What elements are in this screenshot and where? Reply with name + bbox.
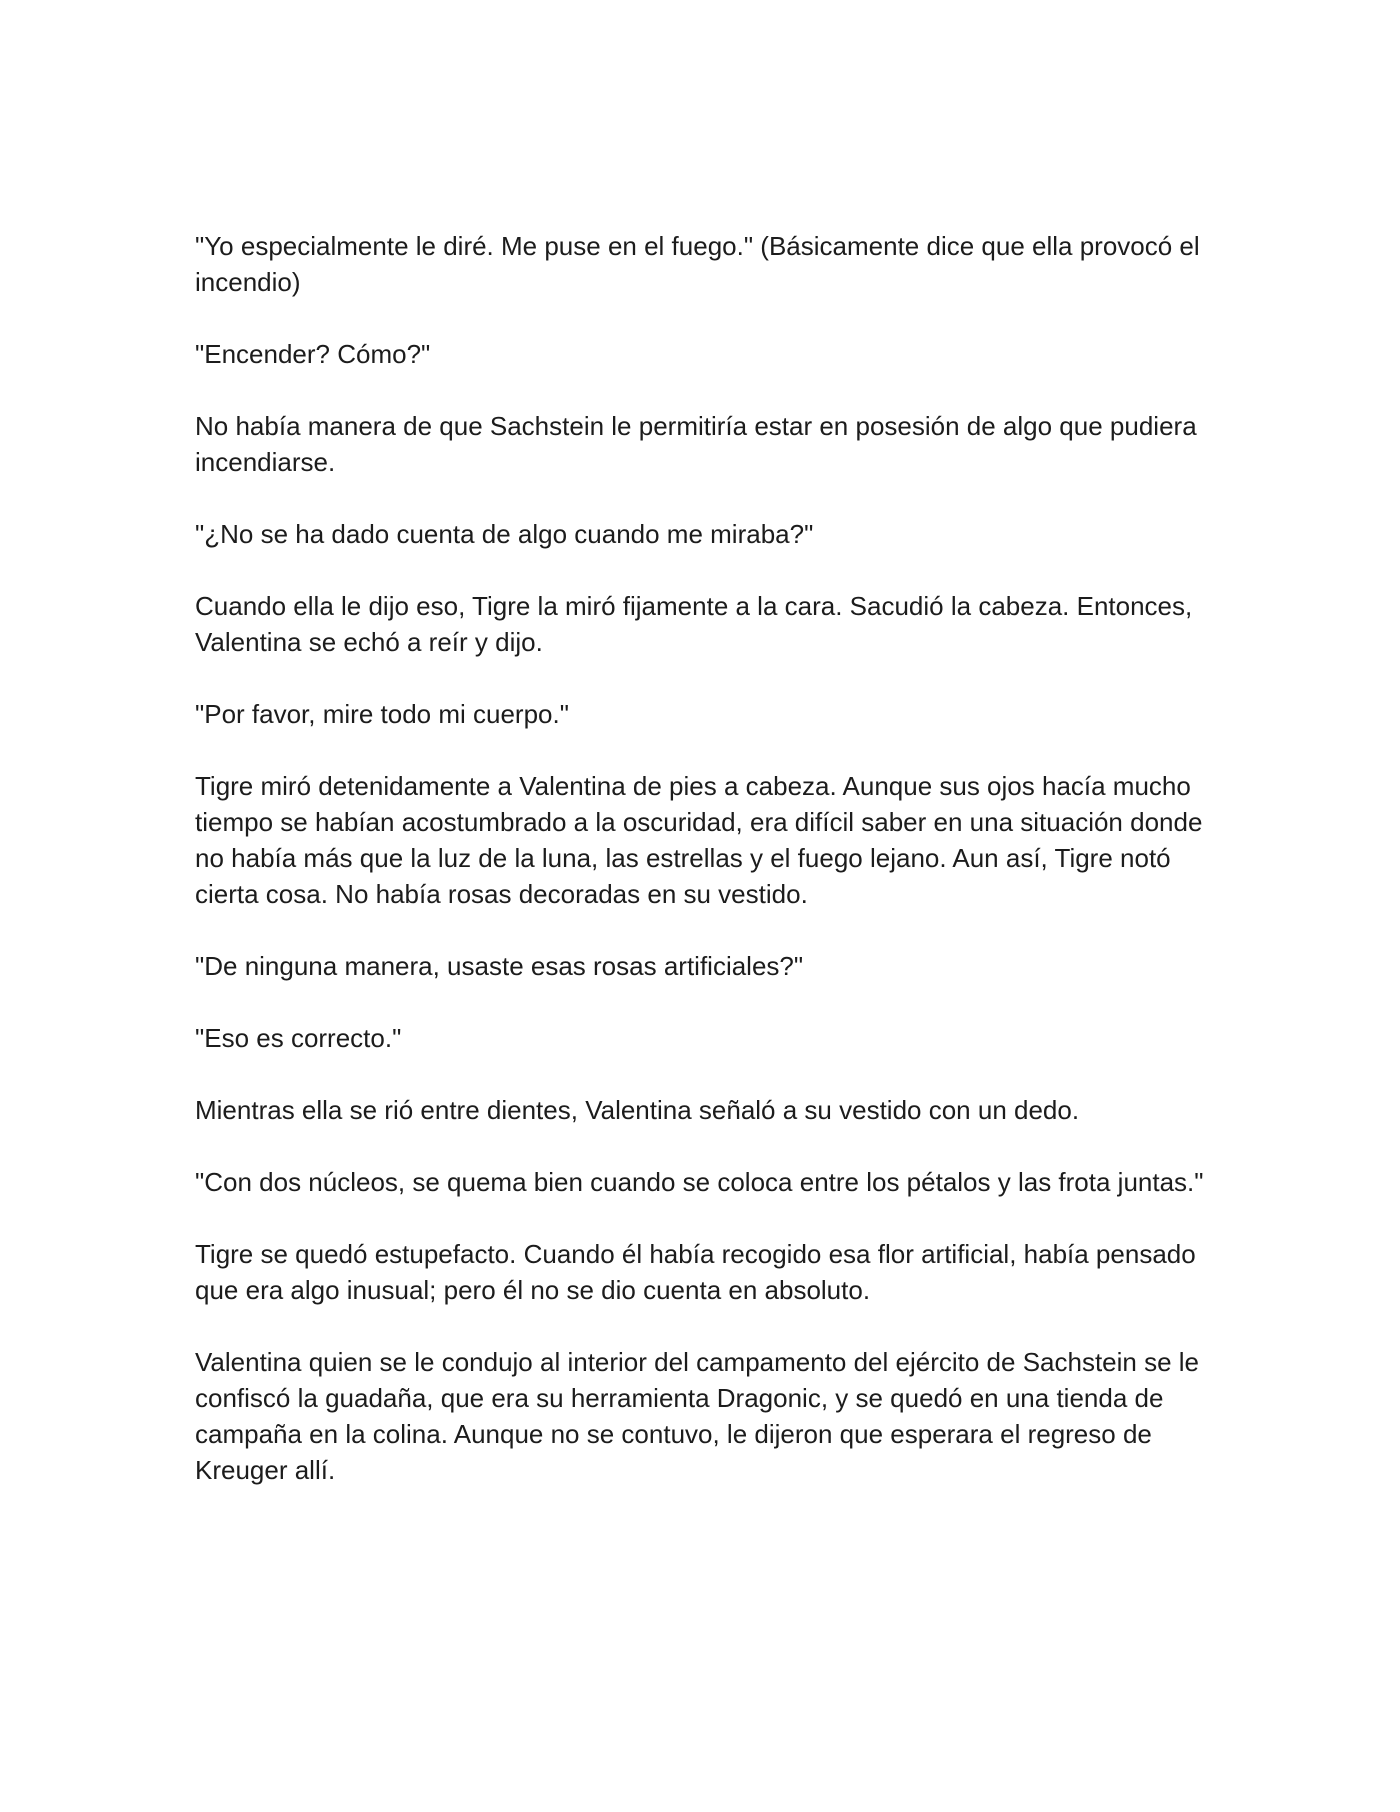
- paragraph: "Por favor, mire todo mi cuerpo.": [195, 699, 569, 729]
- paragraph: No había manera de que Sachstein le permitiría estar en posesión de algo que pudiera incendiarse.: [195, 411, 1197, 477]
- paragraph: Valentina quien se le condujo al interior del campamento del ejército de Sachstein se le confiscó la guadaña, que era su herramienta Dragonic, y se quedó en una tienda de campaña en la colina. Aunque no se contuvo, le dijeron que esperara el regreso de Kreuger allí.: [195, 1347, 1200, 1485]
- paragraph: "¿No se ha dado cuenta de algo cuando me miraba?": [195, 519, 814, 549]
- paragraph: Tigre se quedó estupefacto. Cuando él había recogido esa flor artificial, había pensado que era algo inusual; pero él no se dio cuenta en absoluto.: [195, 1239, 1196, 1305]
- paragraph: Mientras ella se rió entre dientes, Valentina señaló a su vestido con un dedo.: [195, 1095, 1080, 1125]
- paragraph: "Encender? Cómo?": [195, 339, 431, 369]
- paragraph: "De ninguna manera, usaste esas rosas artificiales?": [195, 951, 804, 981]
- document-body: [195, 228, 1205, 1488]
- paragraph: "Eso es correcto.": [195, 1023, 402, 1053]
- paragraph: Cuando ella le dijo eso, Tigre la miró fijamente a la cara. Sacudió la cabeza. Entonces, Valentina se echó a reír y dijo.: [195, 591, 1193, 657]
- paragraph: "Con dos núcleos, se quema bien cuando se coloca entre los pétalos y las frota juntas.": [195, 1167, 1204, 1197]
- paragraph: "Yo especialmente le diré. Me puse en el fuego." (Básicamente dice que ella provocó el incendio): [195, 231, 1200, 297]
- paragraph: Tigre miró detenidamente a Valentina de pies a cabeza. Aunque sus ojos hacía mucho tiempo se habían acostumbrado a la oscuridad, era difícil saber en una situación donde no había más que la luz de la luna, las estrellas y el fuego lejano. Aun así, Tigre notó cierta cosa. No había rosas decoradas en su vestido.: [195, 771, 1203, 909]
